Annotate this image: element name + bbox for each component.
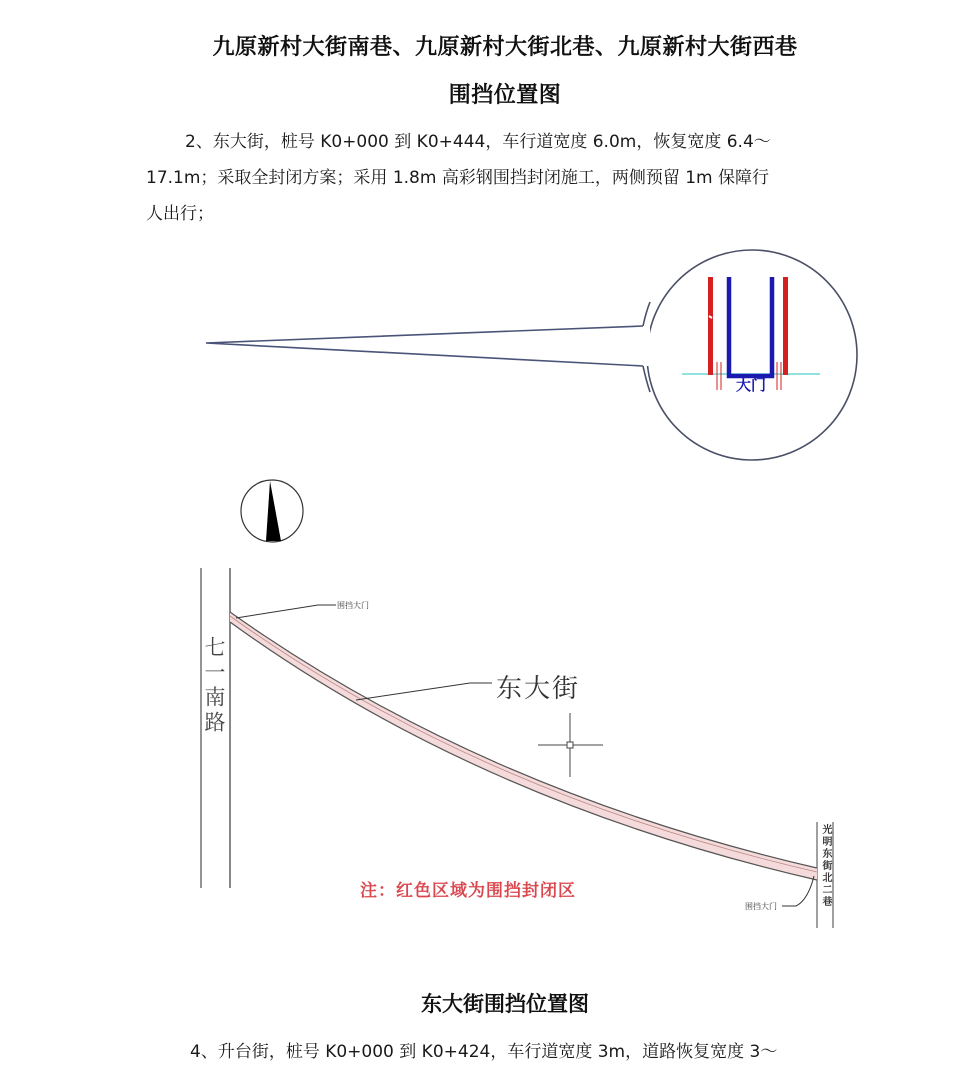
enclosure-band [230, 612, 817, 880]
gate-label-top: 围挡大门 [337, 601, 369, 610]
document-title-line1: 九原新村大街南巷、九原新村大街北巷、九原新村大街西巷 [212, 35, 798, 60]
gate-label-bottom: 围挡大门 [745, 902, 777, 911]
left-road-label: 七一南路 [202, 636, 226, 736]
section2-line2: 17.1m；采取全封闭方案；采用 1.8m 高彩钢围挡封闭施工，两侧预留 1m 保障行 [146, 168, 769, 188]
figure-caption: 东大街围挡位置图 [421, 992, 589, 1016]
street-label: 东大街 [496, 674, 581, 704]
enclosure-note: 注：红色区域为围挡封闭区 [360, 881, 576, 901]
section2-line3: 人出行； [146, 204, 214, 224]
north-arrow-icon [241, 480, 303, 542]
gate-detail-label: 大门 [736, 376, 767, 394]
section4-line1: 4、升台街，桩号 K0+000 到 K0+424，车行道宽度 3m，道路恢复宽度 3～ [190, 1042, 778, 1062]
document-title-line2: 围挡位置图 [448, 83, 562, 108]
right-road-label: 光明东街北二巷 [820, 824, 831, 908]
section2-line1: 2、东大街，桩号 K0+000 到 K0+444，车行道宽度 6.0m，恢复宽度 6.4～ [185, 132, 771, 152]
crosshair-cursor-icon [538, 713, 603, 777]
detail-callout [206, 250, 857, 460]
